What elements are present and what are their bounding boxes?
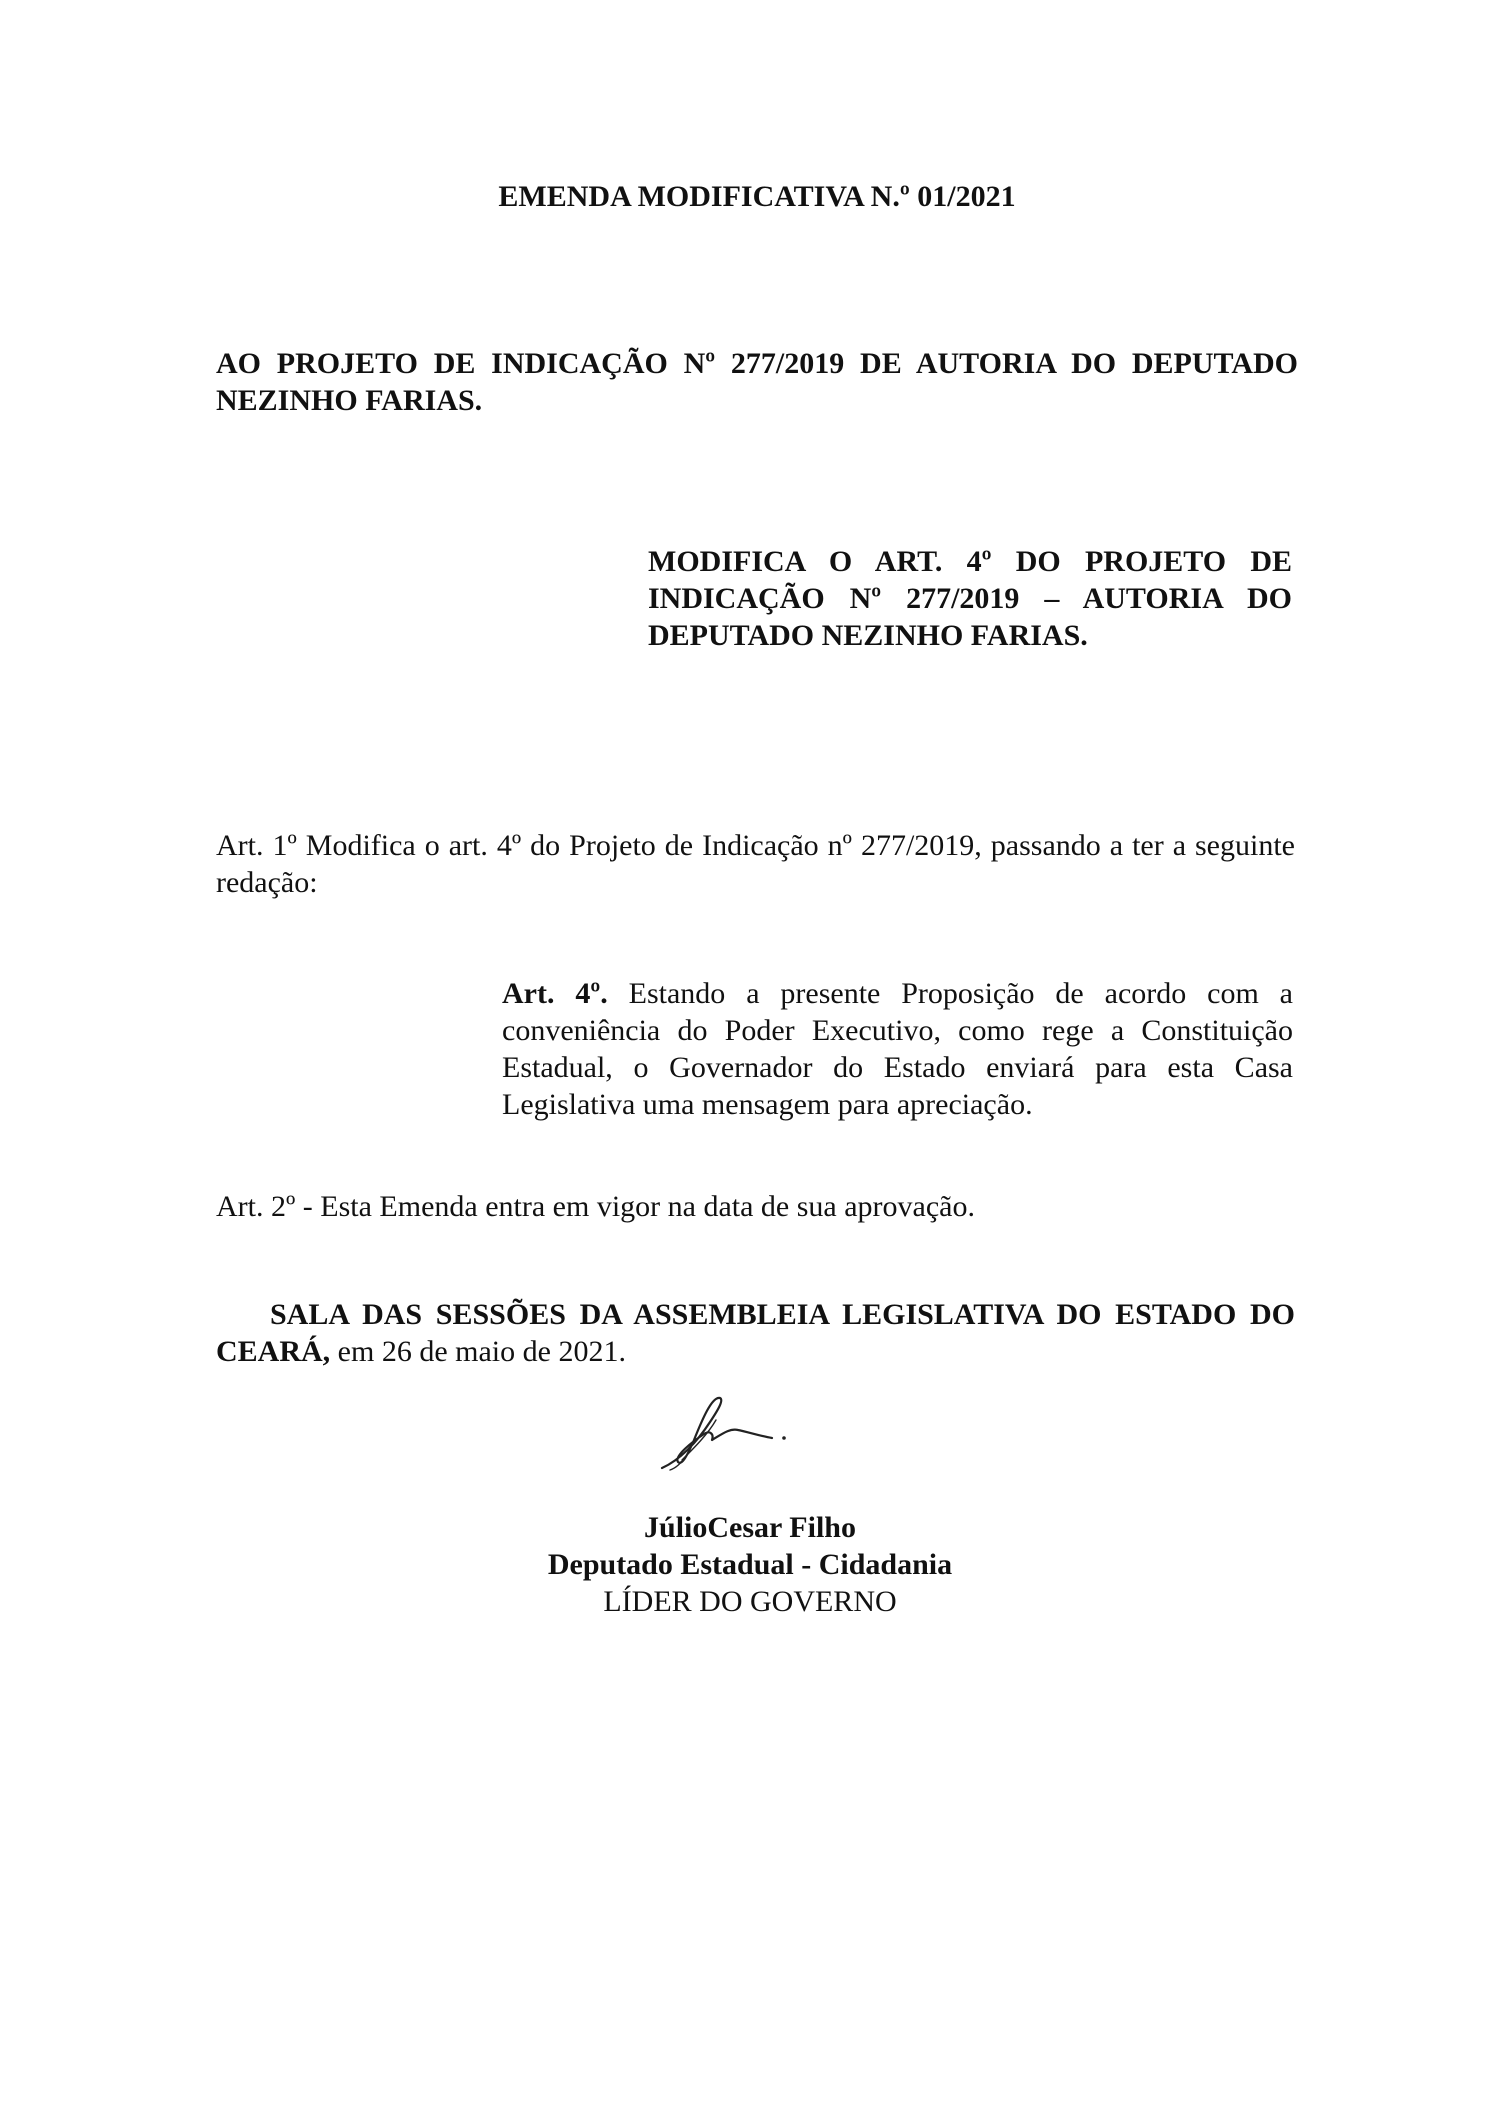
signatory-role: Deputado Estadual - Cidadania [547,1548,953,1581]
article-1: Art. 1º Modifica o art. 4º do Projeto de Indicação nº 277/2019, passando a ter a seguinte redação: [216,829,1295,899]
article-4-label: Art. 4º. [502,977,608,1010]
article-2: Art. 2º - Esta Emenda entra em vigor na data de sua aprovação. [216,1190,975,1223]
document-subject: AO PROJETO DE INDICAÇÃO Nº 277/2019 DE AUTORIA DO DEPUTADO NEZINHO FARIAS. [216,347,1298,417]
signature-block [500,1509,1000,1620]
handwritten-signature [652,1390,812,1480]
document-title: EMENDA MODIFICATIVA N.º 01/2021 [498,180,1016,213]
closing-location: SALA DAS SESSÕES DA ASSEMBLEIA LEGISLATIVA DO ESTADO DO CEARÁ, [216,1298,1295,1368]
article-4-quote [502,975,1293,1123]
signatory-name: JúlioCesar Filho [644,1511,856,1544]
closing-date: em 26 de maio de 2021. [337,1335,626,1368]
ementa: MODIFICA O ART. 4º DO PROJETO DE INDICAÇÃO Nº 277/2019 – AUTORIA DO DEPUTADO NEZINHO FARIAS. [648,545,1292,652]
signatory-position: LÍDER DO GOVERNO [603,1585,897,1618]
closing-paragraph [216,1296,1295,1370]
article-4-text: Estando a presente Proposição de acordo com a conveniência do Poder Executivo, como rege a Constituição Estadual, o Governador do Estado enviará para esta Casa Legislativa uma mensagem para apreciação. [502,977,1293,1121]
